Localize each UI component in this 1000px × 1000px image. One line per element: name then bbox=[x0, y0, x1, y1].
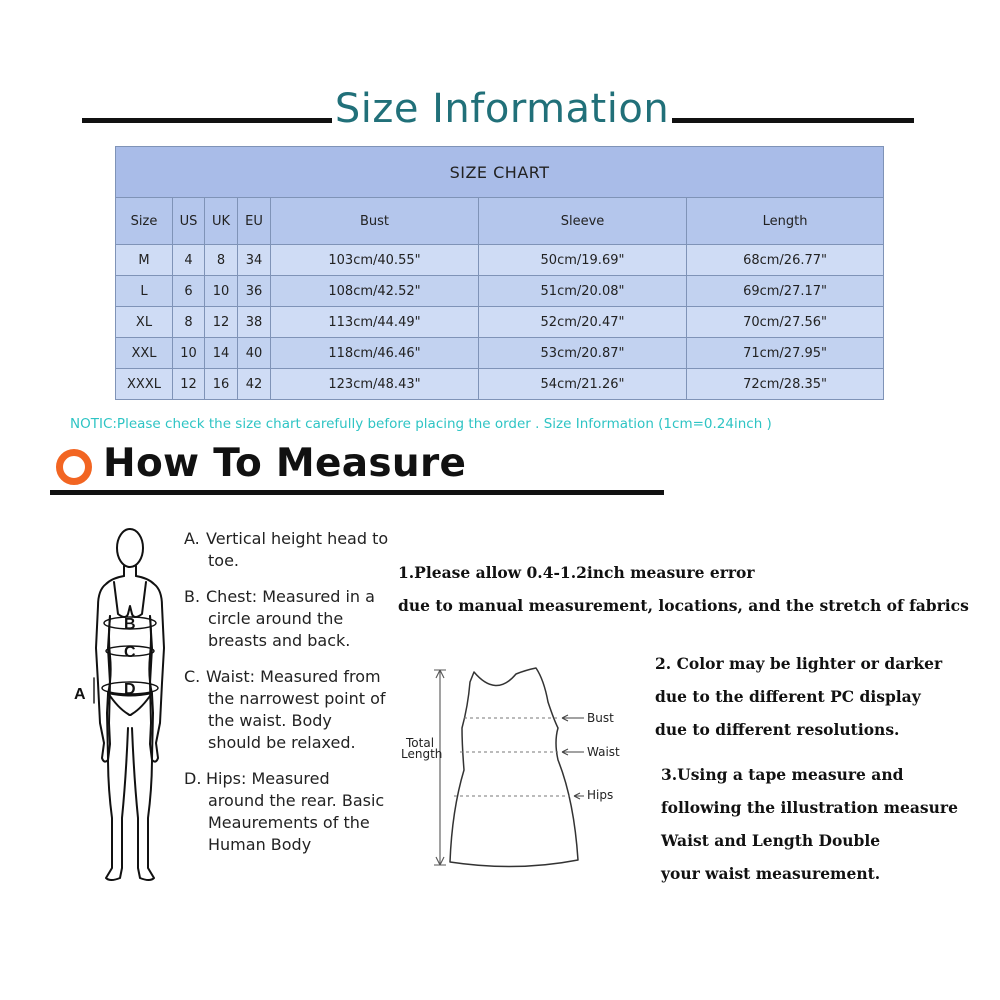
note-line: following the illustration measure bbox=[661, 798, 958, 817]
size-chart-cell: 6 bbox=[173, 276, 205, 307]
dress-outline bbox=[450, 668, 578, 867]
note-line: due to manual measurement, locations, and the stretch of fabrics bbox=[398, 596, 969, 615]
column-header: US bbox=[173, 198, 205, 245]
body-outline-figure bbox=[70, 518, 180, 890]
measurement-item bbox=[184, 586, 389, 652]
measurement-letter: B. bbox=[184, 587, 201, 606]
body-label-a: A bbox=[74, 686, 86, 703]
size-chart-cell: 12 bbox=[205, 307, 238, 338]
size-chart-cell: 72cm/28.35" bbox=[687, 369, 884, 400]
measurement-letter: C. bbox=[184, 667, 201, 686]
size-chart-cell: 108cm/42.52" bbox=[271, 276, 479, 307]
measurement-text: Chest: Measured in a circle around the breasts and back. bbox=[206, 587, 375, 650]
size-chart-cell: 118cm/46.46" bbox=[271, 338, 479, 369]
size-chart-row bbox=[116, 307, 884, 338]
size-chart-cell: 123cm/48.43" bbox=[271, 369, 479, 400]
column-header: EU bbox=[238, 198, 271, 245]
size-chart-cell: 40 bbox=[238, 338, 271, 369]
column-header: Sleeve bbox=[479, 198, 687, 245]
size-chart-header-row bbox=[116, 198, 884, 245]
size-chart-cell: 53cm/20.87" bbox=[479, 338, 687, 369]
title-rule-left bbox=[82, 118, 332, 123]
size-chart-cell: XXL bbox=[116, 338, 173, 369]
size-chart-row bbox=[116, 338, 884, 369]
size-chart-cell: 8 bbox=[173, 307, 205, 338]
size-chart-cell: 42 bbox=[238, 369, 271, 400]
measurement-list bbox=[184, 528, 389, 870]
size-chart-cell: 14 bbox=[205, 338, 238, 369]
size-chart-table bbox=[115, 146, 884, 400]
dress-label-waist: Waist bbox=[587, 745, 620, 759]
size-chart-cell: 12 bbox=[173, 369, 205, 400]
size-chart-cell: 52cm/20.47" bbox=[479, 307, 687, 338]
measurement-text: Hips: Measured around the rear. Basic Meaurements of the Human Body bbox=[206, 769, 385, 854]
dress-label-hips: Hips bbox=[587, 788, 614, 802]
size-chart-cell: 38 bbox=[238, 307, 271, 338]
size-chart-cell: XL bbox=[116, 307, 173, 338]
note-color bbox=[655, 647, 942, 746]
column-header: Size bbox=[116, 198, 173, 245]
size-chart-row bbox=[116, 276, 884, 307]
note-line: due to different resolutions. bbox=[655, 720, 900, 739]
body-label-c: C bbox=[124, 644, 136, 661]
size-chart-cell: 36 bbox=[238, 276, 271, 307]
measurement-text: Vertical height head to toe. bbox=[206, 529, 389, 570]
size-chart-cell: 51cm/20.08" bbox=[479, 276, 687, 307]
dress-label-bust: Bust bbox=[587, 711, 614, 725]
size-chart-cell: 10 bbox=[205, 276, 238, 307]
size-chart-cell: XXXL bbox=[116, 369, 173, 400]
page-title: Size Information bbox=[334, 86, 670, 132]
size-chart-cell: 54cm/21.26" bbox=[479, 369, 687, 400]
column-header: Length bbox=[687, 198, 884, 245]
size-chart-row bbox=[116, 369, 884, 400]
size-chart-cell: 10 bbox=[173, 338, 205, 369]
size-chart-cell: 68cm/26.77" bbox=[687, 245, 884, 276]
size-notice: NOTIC:Please check the size chart carefully before placing the order . Size Information (1cm=0.24inch ) bbox=[70, 416, 772, 432]
note-line: your waist measurement. bbox=[661, 864, 881, 883]
how-to-measure-title: How To Measure bbox=[103, 441, 467, 486]
dress-label-length: Length bbox=[401, 747, 443, 761]
note-line: 2. Color may be lighter or darker bbox=[655, 654, 943, 673]
size-chart-cell: 8 bbox=[205, 245, 238, 276]
note-measure-error bbox=[398, 556, 969, 622]
body-label-d: D bbox=[124, 681, 136, 698]
size-chart-cell: L bbox=[116, 276, 173, 307]
column-header: UK bbox=[205, 198, 238, 245]
size-chart-row bbox=[116, 245, 884, 276]
measurement-item bbox=[184, 768, 389, 856]
size-chart-cell: 69cm/27.17" bbox=[687, 276, 884, 307]
size-chart-cell: 71cm/27.95" bbox=[687, 338, 884, 369]
measurement-item bbox=[184, 528, 389, 572]
note-line: Waist and Length Double bbox=[661, 831, 881, 850]
measurement-letter: A. bbox=[184, 529, 200, 548]
measurement-item bbox=[184, 666, 389, 754]
title-rule-right bbox=[672, 118, 914, 123]
circle-bullet-icon bbox=[56, 449, 92, 485]
measurement-letter: D. bbox=[184, 769, 202, 788]
size-chart-cell: M bbox=[116, 245, 173, 276]
size-chart-cell: 103cm/40.55" bbox=[271, 245, 479, 276]
note-line: 1.Please allow 0.4-1.2inch measure error bbox=[398, 563, 755, 582]
body-head bbox=[117, 529, 143, 567]
size-chart-cell: 4 bbox=[173, 245, 205, 276]
size-chart-cell: 34 bbox=[238, 245, 271, 276]
size-chart-title: SIZE CHART bbox=[116, 147, 884, 198]
column-header: Bust bbox=[271, 198, 479, 245]
dress-label-total: Total bbox=[406, 736, 435, 750]
size-chart-cell: 113cm/44.49" bbox=[271, 307, 479, 338]
dress-diagram bbox=[398, 660, 638, 875]
body-label-b: B bbox=[124, 616, 136, 633]
how-to-measure-rule bbox=[50, 490, 664, 495]
size-chart-cell: 50cm/19.69" bbox=[479, 245, 687, 276]
note-line: 3.Using a tape measure and bbox=[661, 765, 904, 784]
size-chart-cell: 16 bbox=[205, 369, 238, 400]
note-tape-measure bbox=[661, 758, 958, 890]
note-line: due to the different PC display bbox=[655, 687, 921, 706]
measurement-text: Waist: Measured from the narrowest point of the waist. Body should be relaxed. bbox=[206, 667, 386, 752]
size-chart-cell: 70cm/27.56" bbox=[687, 307, 884, 338]
